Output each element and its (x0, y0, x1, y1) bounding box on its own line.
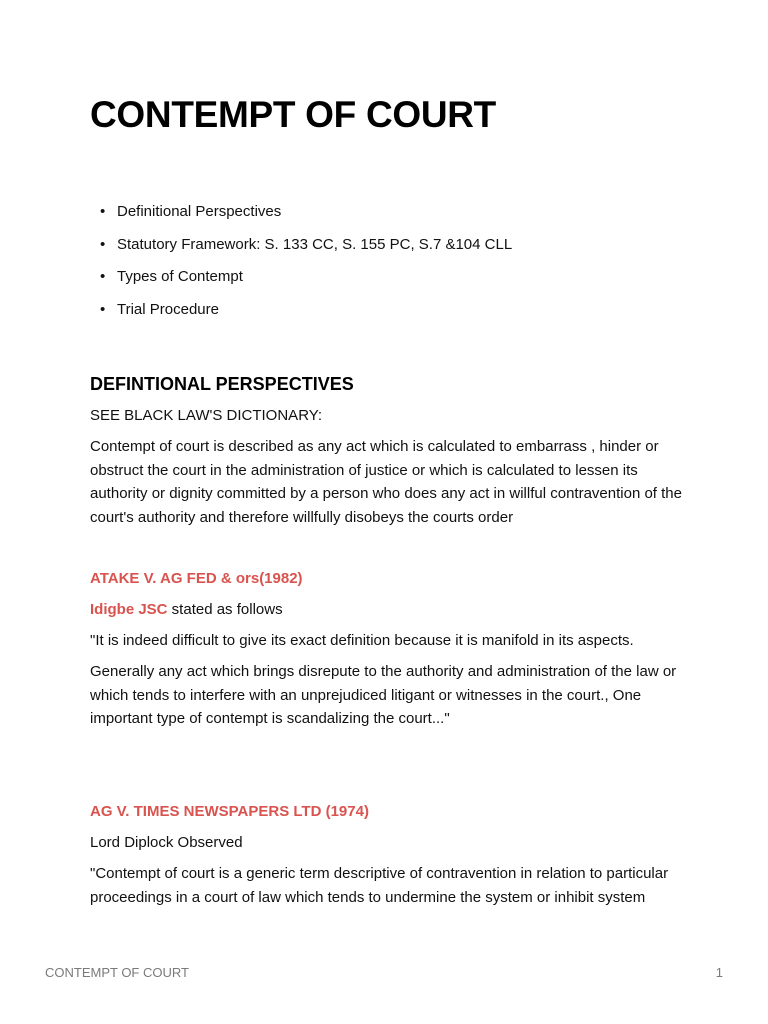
case-title: AG V. TIMES NEWSPAPERS LTD (1974) (90, 803, 369, 820)
list-item-label: Types of Contempt (117, 268, 243, 285)
case-quote-paragraph: Generally any act which brings disrepute to the authority and administration of the law or which tends to interfere with an unprejudiced litigant or witnesses in the court., One important type of contempt is scandalizing the court..." (90, 663, 677, 727)
case-quote-paragraph: "It is indeed difficult to give its exact definition because it is manifold in its aspects. (90, 632, 634, 649)
case-observer-line: Lord Diplock Observed (90, 834, 243, 851)
list-item (90, 298, 512, 321)
footer-title: CONTEMPT OF COURT (45, 965, 189, 980)
judge-name: Idigbe JSC (90, 601, 168, 618)
list-item (90, 265, 512, 288)
bullet-icon: • (100, 268, 106, 285)
topics-list (90, 200, 512, 330)
bullet-icon: • (100, 203, 106, 220)
list-item-label: Trial Procedure (117, 300, 219, 318)
section-subheading: SEE BLACK LAW'S DICTIONARY: (90, 407, 323, 424)
list-item (90, 233, 512, 256)
case-judge-line (90, 598, 682, 622)
list-item (90, 200, 512, 223)
list-item-label: Statutory Framework: S. 133 CC, S. 155 PC, S.7 &104 CLL (117, 235, 513, 253)
definition-paragraph: Contempt of court is described as any act which is calculated to embarrass , hinder or obstruct the court in the administration of justice or which is calculated to lessen its authority or dignity committed by a person who does any act in willful contravention of the court's authority and therefore willfully disobeys the courts order (90, 438, 682, 526)
list-item-label: Definitional Perspectives (117, 203, 282, 220)
bullet-icon: • (100, 235, 106, 253)
page-title: CONTEMPT OF COURT (90, 94, 496, 135)
page-number: 1 (715, 965, 723, 980)
bullet-icon: • (100, 300, 106, 318)
case-quote-paragraph: "Contempt of court is a generic term descriptive of contravention in relation to particular proceedings in a court of law which tends to undermine the system or inhibit system (90, 865, 669, 906)
section-heading: DEFINTIONAL PERSPECTIVES (90, 374, 354, 394)
case-title: ATAKE V. AG FED & ors(1982) (90, 570, 303, 587)
judge-suffix: stated as follows (167, 601, 283, 618)
